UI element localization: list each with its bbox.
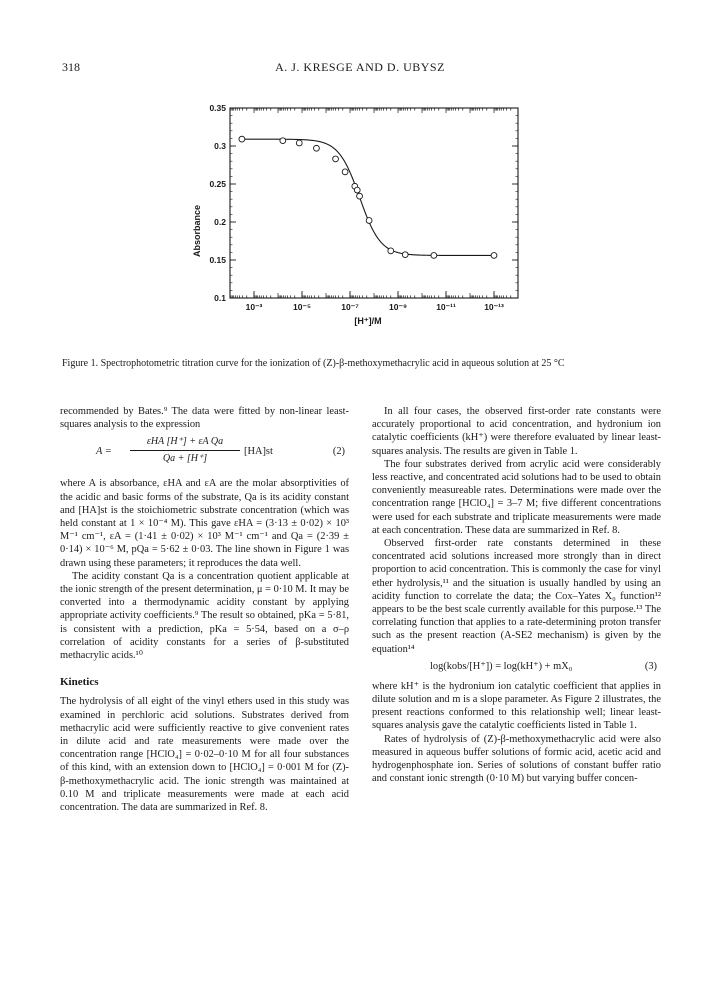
data-point bbox=[357, 193, 363, 199]
paragraph: Rates of hydrolysis of (Z)-β-methoxymethacrylic acid were also measured in aqueous buffer solutions of formic acid, acetic acid and hydrogenphosphate ion. Series of solutions of constant buffer ratio and constant ionic strength (0·10 M) but varying buffer concen- bbox=[372, 733, 661, 785]
x-tick-label: 10⁻¹³ bbox=[484, 302, 504, 312]
equation-numerator: εHA [H⁺] + εA Qa bbox=[130, 435, 240, 450]
data-point bbox=[388, 248, 394, 254]
data-point bbox=[342, 169, 348, 175]
data-point bbox=[239, 136, 245, 142]
equation-lhs: A = bbox=[96, 446, 112, 458]
data-point bbox=[280, 138, 286, 144]
equation-rhs: [HA]st bbox=[244, 446, 273, 458]
running-head-authors: A. J. KRESGE AND D. UBYSZ bbox=[275, 60, 445, 74]
paragraph: The four substrates derived from acrylic acid were considerably less reactive, and concentrated acid solutions had to be used to obtain conveniently measureable rates. Determinations were made over the concentration range [HClO₄] = 3–7 M; five different concentrations were used for each substrate and triplicate measurements were made at each concentration. These data are summarized in Ref. 8. bbox=[372, 458, 661, 536]
page-number: 318 bbox=[62, 60, 80, 74]
x-tick-label: 10⁻⁵ bbox=[293, 302, 311, 312]
x-tick-label: 10⁻⁹ bbox=[389, 302, 407, 312]
paragraph: where kH⁺ is the hydronium ion catalytic coefficient that applies in dilute solution and m is a slope parameter. As Figure 2 illustrates, the present reactions conformed to this relationship well; linear least-squares analysis gave the catalytic coefficients listed in Table 1. bbox=[372, 680, 661, 732]
data-point bbox=[366, 218, 372, 224]
fit-curve bbox=[242, 139, 494, 255]
y-tick-label: 0.1 bbox=[214, 293, 226, 303]
x-axis-label: [H⁺]/M bbox=[354, 316, 382, 326]
data-point bbox=[333, 156, 339, 162]
x-tick-label: 10⁻³ bbox=[245, 302, 263, 312]
paragraph: In all four cases, the observed first-order rate constants were accurately proportional to acid concentration, and hydronium ion catalytic coefficients (kH⁺) were therefore evaluated by linear least-squares analysis. The results are given in Table 1. bbox=[372, 406, 661, 457]
equation-fraction bbox=[130, 435, 240, 464]
y-tick-label: 0.3 bbox=[214, 141, 226, 151]
data-point bbox=[354, 187, 360, 193]
equation-2 bbox=[60, 435, 349, 475]
titration-figure bbox=[150, 96, 550, 336]
plot-frame bbox=[230, 108, 518, 298]
y-tick-label: 0.15 bbox=[209, 255, 226, 265]
x-tick-label: 10⁻⁷ bbox=[341, 302, 359, 312]
data-point bbox=[491, 253, 497, 259]
paragraph: recommended by Bates.⁹ The data were fitted by non-linear least-squares analysis to the expression bbox=[60, 406, 349, 431]
y-tick-label: 0.25 bbox=[209, 179, 226, 189]
paragraph: The hydrolysis of all eight of the vinyl ethers used in this study was examined in perchloric acid solutions. Substrates derived from methacrylic acid were sufficiently reactive to give convenient rates in dilute acid and rate measurements were made over the concentration range [HClO₄] = 0·02–0·10 M for all four substances of this kind, with an extension down to [HClO₄] = 0·001 M for (Z)-β-methoxymethacrylic acid. The ionic strength was maintained at 0.10 M and triplicate measurements were made at each acid concentration. The data are summarized in Ref. 8. bbox=[60, 696, 349, 814]
paragraph: Observed first-order rate constants determined in these concentrated acid solutions increased more strongly than in direct proportion to acid concentration. This is commonly the case for vinyl ether hydrolysis,¹¹ and the situation is usually handled by using an acidity function to correlate the data; the Cox–Yates X₀ function¹² appears to be the best scale currently available for this purpose.¹³ The correlating function that applies to a rate-determining proton transfer such as the present reaction (A-SE2 mechanism) is given by the equation¹⁴ bbox=[372, 538, 661, 655]
equation-body: log(kobs/[H⁺]) = log(kH⁺) + mX₀ bbox=[430, 660, 573, 672]
y-tick-label: 0.2 bbox=[214, 217, 226, 227]
y-tick-label: 0.35 bbox=[209, 103, 226, 113]
left-column bbox=[60, 405, 349, 814]
data-point bbox=[296, 140, 302, 146]
equation-denominator: Qa + [H⁺] bbox=[162, 452, 208, 464]
y-axis-label: Absorbance bbox=[192, 204, 202, 258]
data-point bbox=[402, 252, 408, 258]
section-heading: Kinetics bbox=[60, 676, 99, 689]
data-point bbox=[314, 145, 320, 151]
figure-caption: Figure 1. Spectrophotometric titration curve for the ionization of (Z)-β-methoxymethacrylic acid in aqueous solution at 25 °C bbox=[62, 358, 565, 369]
paragraph: where A is absorbance, εHA and εA are the molar absorptivities of the acidic and basic forms of the substrate, Qa is its acidity constant and [HA]st is the stoichiometric substrate concentration (which was held constant at 1 × 10⁻⁴ M). This gave εHA = (3·13 ± 0·02) × 10³ M⁻¹ cm⁻¹, εA = (1·41 ± 0·02) × 10³ M⁻¹ cm⁻¹ and Qa = (2·39 ± 0·14) × 10⁻⁶ M, pQa = 5·62 ± 0·03. The line shown in Figure 1 was drawn using these parameters; it reproduces the data well. bbox=[60, 478, 349, 569]
x-tick-label: 10⁻¹¹ bbox=[436, 302, 456, 312]
equation-number: (2) bbox=[332, 446, 345, 458]
running-head bbox=[62, 60, 658, 76]
data-point bbox=[431, 253, 437, 259]
paragraph: The acidity constant Qa is a concentration quotient applicable at the ionic strength of the present determination, μ = 0·10 M. It may be converted into a thermodynamic acidity constant by applying appropriate activity coefficients.⁹ The result so obtained, pKa = 5·81, is consistent with a prediction, pKa = 5·54, based on a σ–ρ correlation of acidity constants for a series of β-substituted methacrylic acids.¹⁰ bbox=[60, 570, 349, 662]
equation-number: (3) bbox=[644, 660, 657, 672]
right-column bbox=[372, 405, 661, 785]
equation-3 bbox=[372, 660, 661, 676]
